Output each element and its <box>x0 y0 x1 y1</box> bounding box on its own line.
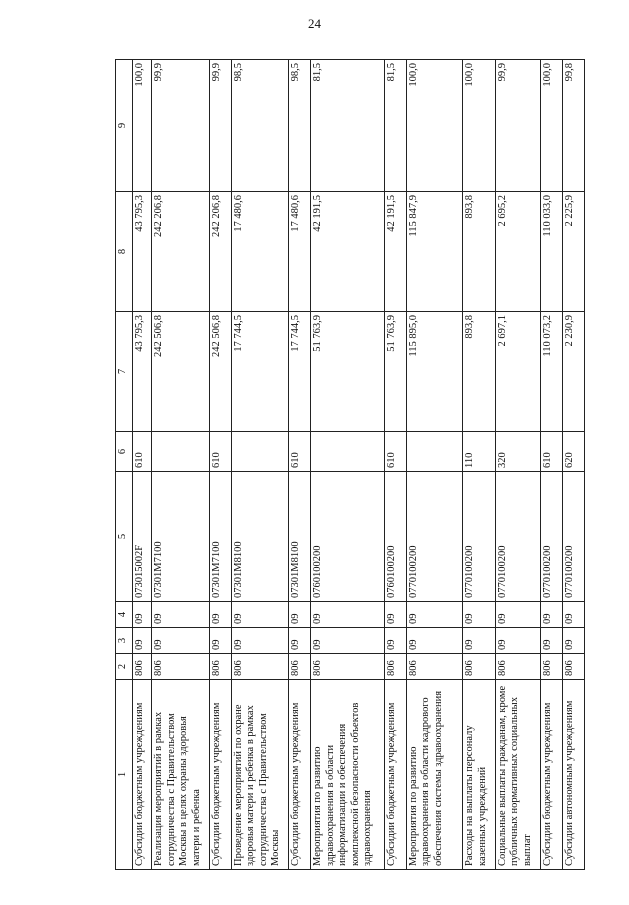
percent-cell: 81,5 <box>384 60 406 192</box>
row-label-cell: Субсидии автономным учреждениям <box>563 680 585 870</box>
actual-amount-cell: 17 480,6 <box>289 192 311 312</box>
target-article-cell: 0760100200 <box>311 472 385 602</box>
admin-code-cell: 806 <box>541 654 563 680</box>
admin-code-cell: 806 <box>495 654 541 680</box>
expense-type-cell: 610 <box>384 432 406 472</box>
section-cell: 09 <box>231 628 289 654</box>
section-cell: 09 <box>563 628 585 654</box>
section-cell: 09 <box>210 628 232 654</box>
percent-cell: 81,5 <box>311 60 385 192</box>
column-header: 9 <box>116 60 133 192</box>
table-row <box>384 60 406 870</box>
table-row <box>541 60 563 870</box>
column-header: 4 <box>116 602 133 628</box>
column-header: 6 <box>116 432 133 472</box>
row-label-cell: Мероприятия по развитию здравоохранения в области кадрового обеспечения системы здравоохранения <box>406 680 463 870</box>
subsection-cell: 09 <box>311 602 385 628</box>
subsection-cell: 09 <box>289 602 311 628</box>
plan-amount-cell: 242 506,8 <box>210 312 232 432</box>
actual-amount-cell: 893,8 <box>463 192 496 312</box>
target-article-cell: 07301M8100 <box>289 472 311 602</box>
expense-type-cell: 610 <box>289 432 311 472</box>
actual-amount-cell: 42 191,5 <box>384 192 406 312</box>
section-cell: 09 <box>311 628 385 654</box>
percent-cell: 99,9 <box>495 60 541 192</box>
subsection-cell: 09 <box>152 602 210 628</box>
row-label-cell: Субсидии бюджетным учреждениям <box>289 680 311 870</box>
subsection-cell: 09 <box>541 602 563 628</box>
table-row <box>210 60 232 870</box>
section-cell: 09 <box>384 628 406 654</box>
admin-code-cell: 806 <box>463 654 496 680</box>
expense-type-cell: 320 <box>495 432 541 472</box>
plan-amount-cell: 242 506,8 <box>152 312 210 432</box>
admin-code-cell: 806 <box>132 654 152 680</box>
actual-amount-cell: 242 206,8 <box>152 192 210 312</box>
plan-amount-cell: 43 795,3 <box>132 312 152 432</box>
target-article-cell: 0770100200 <box>541 472 563 602</box>
section-cell: 09 <box>463 628 496 654</box>
column-header: 5 <box>116 472 133 602</box>
table-row <box>563 60 585 870</box>
column-header: 3 <box>116 628 133 654</box>
actual-amount-cell: 115 847,9 <box>406 192 463 312</box>
plan-amount-cell: 115 895,0 <box>406 312 463 432</box>
expense-type-cell: 610 <box>210 432 232 472</box>
actual-amount-cell: 42 191,5 <box>311 192 385 312</box>
admin-code-cell: 806 <box>231 654 289 680</box>
expense-type-cell <box>311 432 385 472</box>
target-article-cell: 0770100200 <box>563 472 585 602</box>
percent-cell: 100,0 <box>463 60 496 192</box>
row-label-cell: Субсидии бюджетным учреждениям <box>132 680 152 870</box>
page-number: 24 <box>308 16 321 31</box>
actual-amount-cell: 110 033,0 <box>541 192 563 312</box>
plan-amount-cell: 893,8 <box>463 312 496 432</box>
percent-cell: 99,9 <box>210 60 232 192</box>
plan-amount-cell: 51 763,9 <box>384 312 406 432</box>
plan-amount-cell: 2 230,9 <box>563 312 585 432</box>
plan-amount-cell: 51 763,9 <box>311 312 385 432</box>
table-row <box>311 60 385 870</box>
section-cell: 09 <box>132 628 152 654</box>
target-article-cell: 0770100200 <box>406 472 463 602</box>
admin-code-cell: 806 <box>384 654 406 680</box>
budget-table <box>115 59 585 870</box>
expense-type-cell <box>406 432 463 472</box>
actual-amount-cell: 43 795,3 <box>132 192 152 312</box>
column-header: 2 <box>116 654 133 680</box>
section-cell: 09 <box>406 628 463 654</box>
target-article-cell: 0770100200 <box>463 472 496 602</box>
percent-cell: 100,0 <box>541 60 563 192</box>
subsection-cell: 09 <box>406 602 463 628</box>
percent-cell: 98,5 <box>231 60 289 192</box>
admin-code-cell: 806 <box>563 654 585 680</box>
subsection-cell: 09 <box>132 602 152 628</box>
expense-type-cell: 110 <box>463 432 496 472</box>
row-label-cell: Проведение мероприятий по охране здоровья матери и ребенка в рамках сотрудничества с Правительством Москвы <box>231 680 289 870</box>
column-header: 8 <box>116 192 133 312</box>
column-header: 1 <box>116 680 133 870</box>
plan-amount-cell: 17 744,5 <box>231 312 289 432</box>
target-article-cell: 073015002F <box>132 472 152 602</box>
section-cell: 09 <box>152 628 210 654</box>
expense-type-cell: 610 <box>132 432 152 472</box>
column-header: 7 <box>116 312 133 432</box>
admin-code-cell: 806 <box>152 654 210 680</box>
plan-amount-cell: 17 744,5 <box>289 312 311 432</box>
actual-amount-cell: 242 206,8 <box>210 192 232 312</box>
table-row <box>463 60 496 870</box>
row-label-cell: Субсидии бюджетным учреждениям <box>541 680 563 870</box>
table-header-row <box>116 60 133 870</box>
table-row <box>289 60 311 870</box>
subsection-cell: 09 <box>563 602 585 628</box>
row-label-cell: Субсидии бюджетным учреждениям <box>210 680 232 870</box>
row-label-cell: Социальные выплаты гражданам, кроме публичных нормативных социальных выплат <box>495 680 541 870</box>
actual-amount-cell: 2 695,2 <box>495 192 541 312</box>
expense-type-cell: 610 <box>541 432 563 472</box>
subsection-cell: 09 <box>495 602 541 628</box>
section-cell: 09 <box>495 628 541 654</box>
subsection-cell: 09 <box>384 602 406 628</box>
table-row <box>495 60 541 870</box>
section-cell: 09 <box>541 628 563 654</box>
actual-amount-cell: 2 225,9 <box>563 192 585 312</box>
row-label-cell: Субсидии бюджетным учреждениям <box>384 680 406 870</box>
target-article-cell: 07301M7100 <box>210 472 232 602</box>
admin-code-cell: 806 <box>289 654 311 680</box>
table-row <box>132 60 152 870</box>
subsection-cell: 09 <box>463 602 496 628</box>
target-article-cell: 07301M7100 <box>152 472 210 602</box>
subsection-cell: 09 <box>231 602 289 628</box>
percent-cell: 98,5 <box>289 60 311 192</box>
percent-cell: 100,0 <box>406 60 463 192</box>
percent-cell: 99,8 <box>563 60 585 192</box>
actual-amount-cell: 17 480,6 <box>231 192 289 312</box>
section-cell: 09 <box>289 628 311 654</box>
table-row <box>406 60 463 870</box>
table-row <box>231 60 289 870</box>
admin-code-cell: 806 <box>210 654 232 680</box>
admin-code-cell: 806 <box>311 654 385 680</box>
percent-cell: 99,9 <box>152 60 210 192</box>
subsection-cell: 09 <box>210 602 232 628</box>
target-article-cell: 07301M8100 <box>231 472 289 602</box>
plan-amount-cell: 2 697,1 <box>495 312 541 432</box>
target-article-cell: 0770100200 <box>495 472 541 602</box>
row-label-cell: Реализация мероприятий в рамках сотрудничества с Правительством Москвы в целях охраны здоровья матери и ребенка <box>152 680 210 870</box>
row-label-cell: Расходы на выплаты персоналу казенных учреждений <box>463 680 496 870</box>
expense-type-cell <box>231 432 289 472</box>
plan-amount-cell: 110 073,2 <box>541 312 563 432</box>
admin-code-cell: 806 <box>406 654 463 680</box>
expense-type-cell: 620 <box>563 432 585 472</box>
percent-cell: 100,0 <box>132 60 152 192</box>
expense-type-cell <box>152 432 210 472</box>
row-label-cell: Мероприятия по развитию здравоохранения в области информатизации и обеспечения комплексной безопасности объектов здравоохранения <box>311 680 385 870</box>
target-article-cell: 0760100200 <box>384 472 406 602</box>
table-row <box>152 60 210 870</box>
rotated-table-container <box>115 60 585 870</box>
